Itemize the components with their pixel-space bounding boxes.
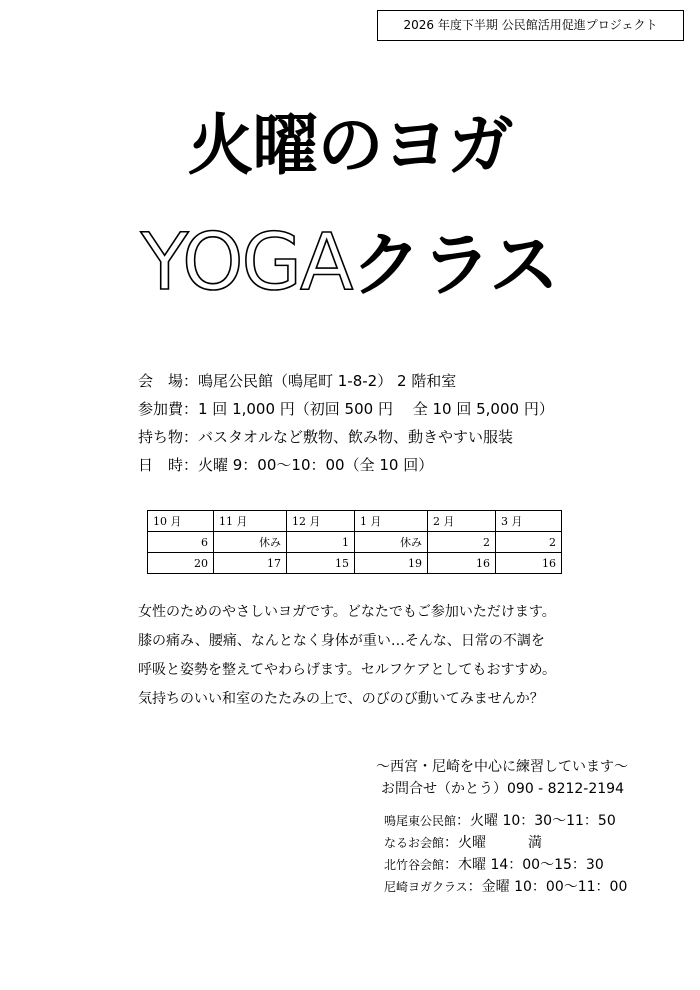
- description-line: 膝の痛み、腰痛、なんとなく身体が重い…そんな、日常の不調を: [138, 633, 545, 649]
- contact-slogan: ～西宮・尼崎を中心に練習しています～: [376, 759, 628, 775]
- date-cell: 2: [428, 532, 496, 553]
- info-datetime: [138, 451, 554, 479]
- schedule-date-row: [148, 553, 562, 574]
- venue-name: 尼崎ヨガクラス: [384, 880, 468, 894]
- venue-item: [384, 810, 627, 832]
- venue-name: なるお会館: [384, 836, 445, 850]
- subtitle: [0, 217, 700, 311]
- venue-schedule: ：金曜 10：00～11：00: [467, 879, 628, 895]
- info-value: 火曜 9：00～10：00（全 10 回）: [198, 456, 434, 474]
- info-fee: [138, 395, 554, 423]
- info-label: 参加費：: [138, 400, 199, 418]
- subtitle-yoga: YOGA: [140, 218, 352, 308]
- month-cell: 12 月: [287, 511, 355, 532]
- project-label: 2026 年度下半期 公民館活用促進プロジェクト: [377, 10, 684, 41]
- main-title: 火曜のヨガ: [187, 107, 513, 184]
- info-label: 会 場：: [138, 372, 199, 390]
- info-label: 持ち物：: [138, 428, 199, 446]
- date-cell: 15: [287, 553, 355, 574]
- month-cell: 11 月: [214, 511, 287, 532]
- date-cell: 6: [148, 532, 214, 553]
- venue-list: [384, 810, 627, 898]
- date-cell: 16: [428, 553, 496, 574]
- info-value: バスタオルなど敷物、飲み物、動きやすい服装: [198, 428, 514, 446]
- subtitle-class: クラス: [351, 224, 560, 306]
- month-cell: 1 月: [355, 511, 428, 532]
- venue-item: [384, 832, 627, 854]
- venue-name: 北竹谷会館: [384, 858, 445, 872]
- schedule-table: [147, 510, 562, 574]
- schedule-month-row: [148, 511, 562, 532]
- month-cell: 2 月: [428, 511, 496, 532]
- class-info: [138, 367, 554, 479]
- date-cell: 16: [496, 553, 562, 574]
- description: [138, 598, 556, 714]
- description-line: 気持ちのいい和室のたたみの上で、のびのび動いてみませんか？: [138, 691, 544, 707]
- date-cell: 17: [214, 553, 287, 574]
- date-cell: 19: [355, 553, 428, 574]
- date-cell: 1: [287, 532, 355, 553]
- info-label: 日 時：: [138, 456, 199, 474]
- venue-item: [384, 854, 627, 876]
- info-items: [138, 423, 554, 451]
- contact-block: [376, 756, 628, 800]
- contact-phone: お問合せ（かとう）090 - 8212-2194: [381, 781, 624, 797]
- date-cell: 2: [496, 532, 562, 553]
- venue-schedule: ：火曜 10：30～11：50: [456, 813, 616, 829]
- venue-schedule: ：火曜 満: [444, 835, 543, 851]
- info-value: 鳴尾公民館（鳴尾町 1-8-2） 2 階和室: [198, 372, 457, 390]
- date-cell: 20: [148, 553, 214, 574]
- date-cell: 休み: [214, 532, 287, 553]
- month-cell: 10 月: [148, 511, 214, 532]
- info-value: 1 回 1,000 円（初回 500 円 全 10 回 5,000 円）: [198, 400, 554, 418]
- description-line: 呼吸と姿勢を整えてやわらげます。セルフケアとしてもおすすめ。: [138, 662, 557, 678]
- description-line: 女性のためのやさしいヨガです。どなたでもご参加いただけます。: [138, 604, 556, 620]
- month-cell: 3 月: [496, 511, 562, 532]
- venue-name: 鳴尾東公民館: [384, 814, 457, 828]
- schedule-date-row: [148, 532, 562, 553]
- venue-item: [384, 876, 627, 898]
- date-cell: 休み: [355, 532, 428, 553]
- venue-schedule: ：木曜 14：00～15：30: [444, 857, 604, 873]
- info-venue: [138, 367, 554, 395]
